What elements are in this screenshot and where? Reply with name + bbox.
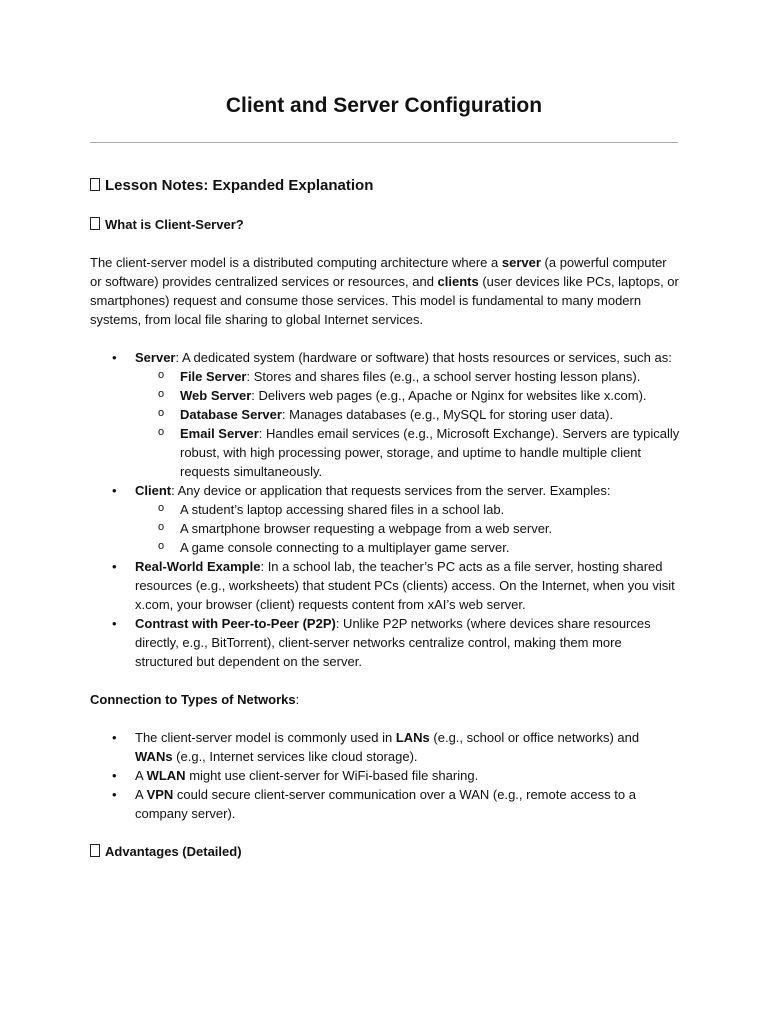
list-item-client-example: o A smartphone browser requesting a webpage from a web server. xyxy=(135,519,680,538)
term-vpn: VPN xyxy=(146,787,174,802)
server-types-list xyxy=(135,367,680,481)
term-wans: WANs xyxy=(135,749,173,764)
missing-glyph-icon xyxy=(90,844,100,857)
advantages-heading-text: Advantages (Detailed) xyxy=(105,844,242,859)
list-item-web-server xyxy=(135,386,680,405)
list-item-file-server xyxy=(135,367,680,386)
term-real-world-example: Real-World Example xyxy=(135,559,261,574)
missing-glyph-icon xyxy=(90,217,100,230)
lesson-heading-text: Lesson Notes: Expanded Explanation xyxy=(105,177,374,194)
term-contrast-p2p: Contrast with Peer-to-Peer (P2P) xyxy=(135,616,336,631)
what-heading xyxy=(90,215,680,234)
list-item-real-world-example xyxy=(90,557,680,614)
intro-paragraph xyxy=(90,253,680,329)
lan-wan-text: (e.g., Internet services like cloud storage). xyxy=(172,749,418,764)
concept-list xyxy=(90,348,680,671)
connection-heading-colon: : xyxy=(295,692,300,707)
web-server-description: : Delivers web pages (e.g., Apache or Nginx for websites like x.com). xyxy=(251,388,647,403)
list-item-server xyxy=(90,348,680,481)
term-file-server: File Server xyxy=(180,369,247,384)
real-world-description: : In a school lab, the teacher’s PC acts as a file server, hosting shared resources (e.g., worksheets) that student PCs (clients) access. On the Internet, when you visit x.com, your browser (client) requests content from xAI’s web server. xyxy=(135,559,675,612)
wlan-text: might use client-server for WiFi-based file sharing. xyxy=(185,768,479,783)
term-email-server: Email Server xyxy=(180,426,259,441)
intro-text: The client-server model is a distributed computing architecture where a xyxy=(90,255,502,270)
list-item-client-example: o A student’s laptop accessing shared files in a school lab. xyxy=(135,500,680,519)
file-server-description: : Stores and shares files (e.g., a school server hosting lesson plans). xyxy=(246,369,641,384)
server-description: : A dedicated system (hardware or software) that hosts resources or services, such as: xyxy=(175,350,672,365)
connection-heading-text: Connection to Types of Networks xyxy=(90,692,296,707)
lan-wan-text: (e.g., school or office networks) and xyxy=(429,730,640,745)
what-heading-text: What is Client-Server? xyxy=(105,217,244,232)
vpn-text: A xyxy=(135,787,147,802)
intro-text: (a powerful computer or software) provides centralized services or resources, and xyxy=(90,255,667,289)
intro-text: (user devices like PCs, laptops, or smartphones) request and consume those services. This model is fundamental to many modern systems, from local file sharing to global Internet services. xyxy=(90,274,679,327)
email-server-description: : Handles email services (e.g., Microsoft Exchange). Servers are typically robust, with high processing power, storage, and uptime to handle multiple client requests simultaneously. xyxy=(180,426,680,479)
connection-heading xyxy=(90,690,680,709)
term-lans: LANs xyxy=(395,730,430,745)
wlan-text: A xyxy=(135,768,147,783)
term-client: Client xyxy=(135,483,172,498)
network-types-list xyxy=(90,728,680,823)
list-item-contrast-p2p xyxy=(90,614,680,671)
advantages-heading xyxy=(90,842,680,861)
client-description: : Any device or application that requests services from the server. Examples: xyxy=(171,483,611,498)
title-divider xyxy=(90,142,678,143)
list-item-database-server xyxy=(135,405,680,424)
list-item-email-server xyxy=(135,424,680,481)
client-examples-list xyxy=(135,500,680,557)
lesson-heading xyxy=(90,176,680,195)
list-item-wlan xyxy=(90,766,680,785)
list-item-lan-wan xyxy=(90,728,680,766)
list-item-vpn xyxy=(90,785,680,823)
document-body xyxy=(90,176,680,880)
term-wlan: WLAN xyxy=(146,768,186,783)
term-web-server: Web Server xyxy=(180,388,252,403)
intro-term-server: server xyxy=(501,255,541,270)
contrast-description: : Unlike P2P networks (where devices share resources directly, e.g., BitTorrent), client-server networks centralize control, making them more structured but dependent on the server. xyxy=(135,616,651,669)
missing-glyph-icon xyxy=(90,178,100,191)
lan-wan-text: The client-server model is commonly used in xyxy=(135,730,396,745)
list-item-client xyxy=(90,481,680,557)
document-title: Client and Server Configuration xyxy=(225,94,543,117)
term-database-server: Database Server xyxy=(180,407,282,422)
database-server-description: : Manages databases (e.g., MySQL for storing user data). xyxy=(281,407,614,422)
vpn-text: could secure client-server communication over a WAN (e.g., remote access to a company server). xyxy=(135,787,636,821)
term-server: Server xyxy=(135,350,176,365)
intro-term-clients: clients xyxy=(437,274,479,289)
list-item-client-example: o A game console connecting to a multiplayer game server. xyxy=(135,538,680,557)
